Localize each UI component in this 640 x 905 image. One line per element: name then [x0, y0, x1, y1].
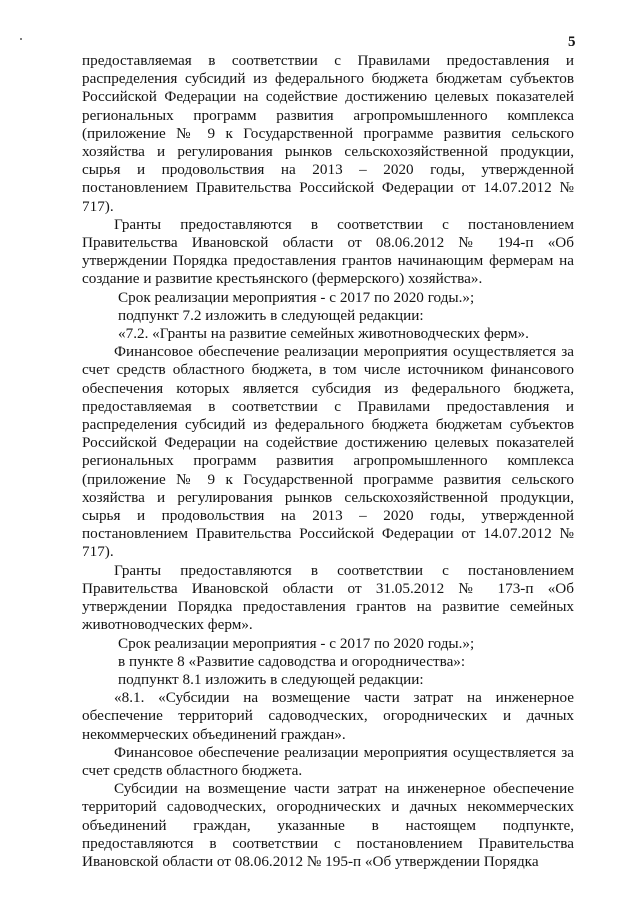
- page-number: 5: [568, 34, 576, 50]
- scan-speck: [20, 38, 22, 40]
- paragraph: Срок реализации мероприятия - с 2017 по 2020 годы.»;: [118, 634, 475, 652]
- paragraph: Финансовое обеспечение реализации мероприятия осуществляется за счет средств областного бюджета.: [82, 743, 574, 779]
- paragraph: «8.1. «Субсидии на возмещение части затрат на инженерное обеспечение территорий садоводческих, огороднических и дачных некоммерческих объединений граждан».: [82, 689, 574, 743]
- paragraph: «7.2. «Гранты на развитие семейных животноводческих ферм».: [118, 325, 529, 343]
- paragraph: Субсидии на возмещение части затрат на инженерное обеспечение территорий садоводческих, огороднических и дачных некоммерческих объединений граждан, указанные в настоящем подпункте, предоставляются в соответствии с постановлением Правительства Ивановской области от 08.06.2012 № 195-п «Об утверждении Порядка: [82, 780, 574, 870]
- paragraph: предоставляемая в соответствии с Правилами предоставления и распределения субсидий из федерального бюджета бюджетам субъектов Российской Федерации на содействие достижению целевых показателей региональных программ развития агропромышленного комплекса (приложение № 9 к Государственной программе развития сельского хозяйства и регулирования рынков сельскохозяйственной продукции, сырья и продовольствия на 2013 – 2020 годы, утвержденной постановлением Правительства Российской Федерации от 14.07.2012 № 717).: [82, 52, 574, 215]
- paragraph: Гранты предоставляются в соответствии с постановлением Правительства Ивановской области от 31.05.2012 № 173-п «Об утверждении Порядка предоставления грантов на развитие семейных животноводческих ферм».: [82, 561, 574, 634]
- paragraph: подпункт 8.1 изложить в следующей редакции:: [118, 670, 424, 688]
- paragraph: Финансовое обеспечение реализации мероприятия осуществляется за счет средств областного бюджета, в том числе источником финансового обеспечения которых является субсидия из федерального бюджета, предоставляемая в соответствии с Правилами предоставления и распределения субсидий из федерального бюджета бюджетам субъектов Российской Федерации на содействие достижению целевых показателей региональных программ развития агропромышленного комплекса (приложение № 9 к Государственной программе развития сельского хозяйства и регулирования рынков сельскохозяйственной продукции, сырья и продовольствия на 2013 – 2020 годы, утвержденной постановлением Правительства Российской Федерации от 14.07.2012 № 717).: [82, 343, 574, 561]
- paragraph: Гранты предоставляются в соответствии с постановлением Правительства Ивановской области от 08.06.2012 № 194-п «Об утверждении Порядка предоставления грантов начинающим фермерам на создание и развитие крестьянского (фермерского) хозяйства».: [82, 215, 574, 288]
- paragraph: подпункт 7.2 изложить в следующей редакции:: [118, 306, 424, 324]
- document-body: [82, 52, 574, 871]
- paragraph: в пункте 8 «Развитие садоводства и огородничества»:: [118, 652, 466, 670]
- paragraph: Срок реализации мероприятия - с 2017 по 2020 годы.»;: [118, 288, 475, 306]
